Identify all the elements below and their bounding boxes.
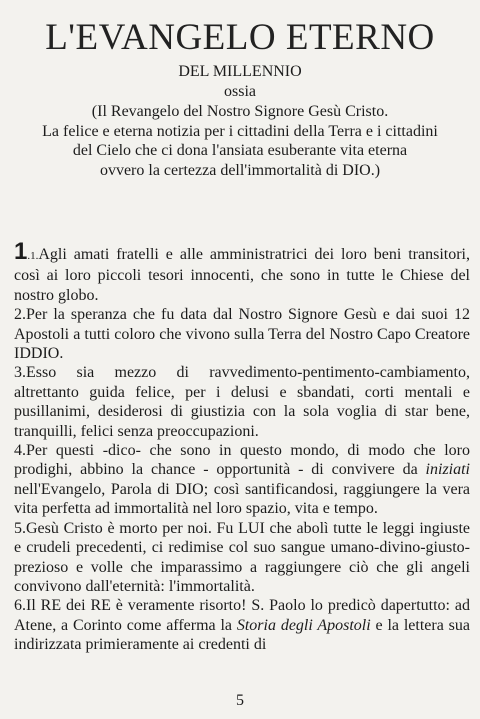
page-subtitle: DEL MILLENNIO	[178, 63, 302, 80]
page-title: L'EVANGELO ETERNO	[45, 17, 435, 58]
paragraph-6	[14, 596, 470, 654]
paragraph-text: Agli amati fratelli e alle amministratrici dei loro beni transitori, così ai loro piccoli tesori innocenti, che sono in tutte le Chiese del nostro globo.	[14, 246, 470, 304]
verse-number: .1.	[27, 250, 39, 262]
paragraph-text: nell'Evangelo, Parola di DIO; così santificandosi, raggiungere la vera vita perfetta ad immortalità nel loro spazio, vita e tempo.	[14, 480, 470, 518]
intro-line: ovvero la certezza dell'immortalità di DIO.)	[99, 161, 381, 179]
intro-line: La felice e eterna notizia per i cittadini della Terra e i cittadini	[42, 122, 438, 140]
chapter-number: 1	[14, 238, 28, 265]
paragraph-2: 2.Per la speranza che fu data dal Nostro Signore Gesù e dai suoi 12 Apostoli a tutti coloro che vivono sulla Terra del Nostro Capo Creatore IDDIO.	[14, 306, 470, 363]
intro-line: (Il Revangelo del Nostro Signore Gesù Cristo.	[91, 103, 389, 120]
paragraph-5: 5.Gesù Cristo è morto per noi. Fu LUI che abolì tutte le leggi ingiuste e crudeli precedenti, ci redimise col suo sangue umano-divino-giusto-prezioso e volle che imparassimo a raggiungere ciò che gli angeli convivono dall'eternità: l'immortalità.	[14, 519, 470, 595]
paragraph-text: 6.Il RE dei RE è veramente risorto! S. Paolo lo predicò dapertutto: ad Atene, a Corinto come afferma la	[14, 597, 470, 634]
intro-line: del Cielo che ci dona l'ansiata esuberante vita eterna	[72, 142, 408, 159]
page-number: 5	[236, 692, 244, 709]
paragraph-1	[14, 238, 470, 305]
emphasis-text: iniziati	[425, 461, 470, 479]
paragraph-3: 3.Esso sia mezzo di ravvedimento-pentimento-cambiamento, altrettanto guida felice, per i delusi e sbandati, corti mentali e pusillanimi, desiderosi di giustizia con la sola voglia di star bene, tranquilli, felici senza preoccupazioni.	[14, 364, 470, 440]
emphasis-text: Storia degli Apostoli	[236, 616, 371, 634]
paragraph-text: e la lettera sua indirizzata primieramente ai credenti di	[14, 616, 470, 654]
body-text	[14, 238, 470, 655]
paragraph-4	[14, 441, 470, 519]
ossia-line: ossia	[224, 83, 256, 100]
paragraph-text: 4.Per questi -dico- che sono in questo mondo, di modo che loro prodighi, abbino la chance - opportunità - di convivere da	[14, 442, 470, 479]
intro-block	[20, 102, 460, 180]
